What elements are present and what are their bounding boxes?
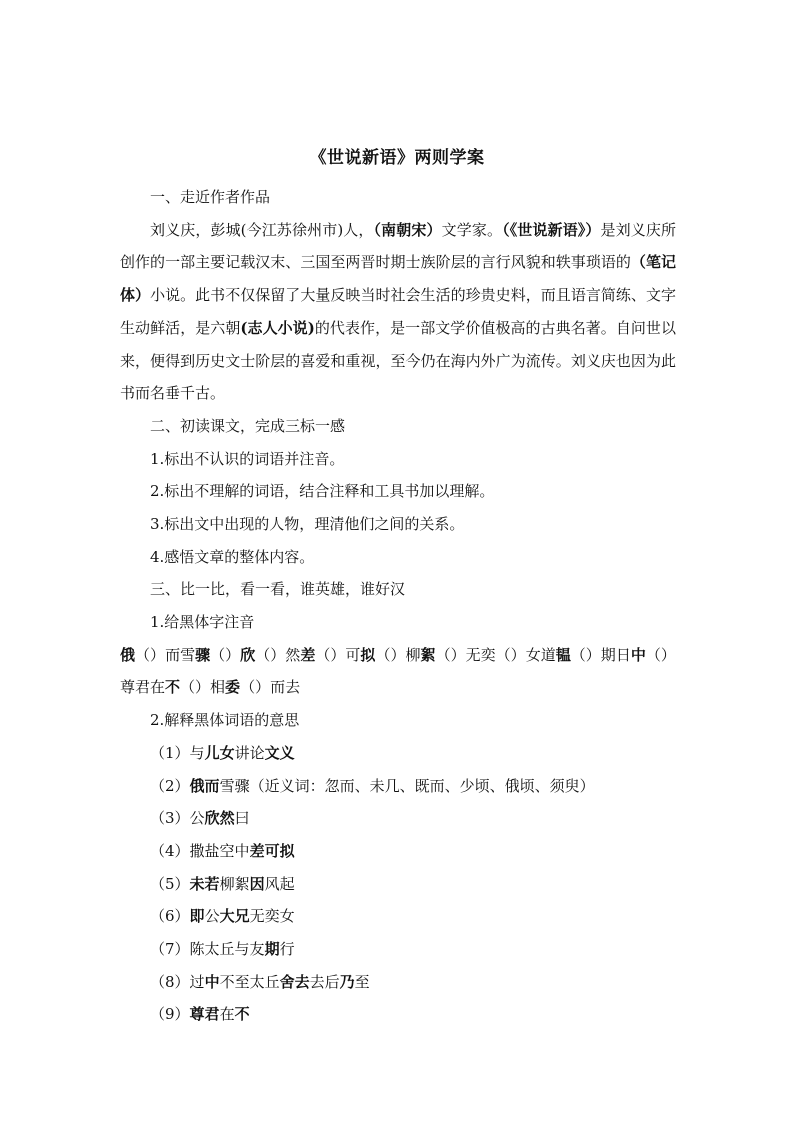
item-number: （6） bbox=[150, 907, 190, 926]
subheading-pinyin: 1.给黑体字注音 bbox=[150, 613, 255, 632]
bold-term: 乃 bbox=[339, 972, 355, 991]
bold-char: 拟 bbox=[360, 645, 376, 664]
bold-term: 舍去 bbox=[279, 972, 310, 991]
blank-text: （）可 bbox=[315, 645, 361, 664]
blank-text: （）无奕（）女道 bbox=[435, 645, 556, 664]
bold-term: 文义 bbox=[264, 743, 295, 762]
blank-text: （）然 bbox=[255, 645, 301, 664]
definition-item-4 bbox=[120, 835, 676, 868]
blank-text: （）尊君在 bbox=[120, 645, 676, 697]
blank-text: （）期日 bbox=[570, 645, 631, 664]
intro-text: 小说。此书不仅保留了大量反映当时社会生活的珍贵史料，而且语言简练、文字生动鲜活，是六朝 bbox=[120, 286, 676, 337]
plain-text: 讲论 bbox=[234, 743, 265, 762]
section-heading-1: 一、走近作者作品 bbox=[150, 188, 271, 206]
bold-term: 中 bbox=[204, 972, 220, 991]
item-number: （5） bbox=[150, 874, 190, 893]
intro-bold-genre: （笔记体） bbox=[120, 253, 676, 305]
plain-text: 在 bbox=[219, 1005, 235, 1024]
definition-item-5 bbox=[120, 868, 676, 901]
bold-char: 不 bbox=[165, 678, 181, 697]
blank-text: （）而去 bbox=[240, 678, 301, 697]
intro-text: 文学家。 bbox=[441, 220, 503, 239]
item-number: （9） bbox=[150, 1005, 190, 1024]
definition-item-6 bbox=[120, 900, 676, 933]
intro-bold-dynasty: （南朝宋） bbox=[373, 220, 442, 239]
item-number: （2） bbox=[150, 776, 190, 795]
document-body bbox=[120, 181, 676, 1031]
item-number: （8） bbox=[150, 972, 190, 991]
definition-item-8 bbox=[120, 966, 676, 999]
pinyin-exercise bbox=[120, 639, 676, 704]
definition-item-9 bbox=[120, 998, 676, 1031]
intro-text: 是刘义庆所创作的一部主要记载汉末、三国至两晋时期士族阶层的言行风貌和轶事琐语的 bbox=[120, 220, 676, 272]
plain-text: 与 bbox=[189, 743, 205, 762]
plain-text: 公 bbox=[204, 907, 220, 926]
definition-item-3 bbox=[120, 802, 676, 835]
item-number: （1） bbox=[150, 743, 190, 762]
plain-text: 公 bbox=[189, 809, 205, 828]
blank-text: （）相 bbox=[180, 678, 226, 697]
plain-text: 曰 bbox=[234, 809, 250, 828]
plain-text: 柳絮 bbox=[219, 874, 250, 893]
bold-char: 欣 bbox=[240, 645, 256, 664]
definition-item-1 bbox=[120, 737, 676, 770]
plain-text: 雪骤（近义词：忽而、未几、既而、少顷、俄顷、须臾） bbox=[219, 776, 595, 795]
item-number: （4） bbox=[150, 841, 190, 860]
task-item: 2.标出不理解的词语，结合注释和工具书加以理解。 bbox=[150, 482, 495, 501]
item-number: （3） bbox=[150, 809, 190, 828]
plain-text: 去后 bbox=[309, 972, 340, 991]
plain-text: 过 bbox=[189, 972, 205, 991]
bold-char: 骤 bbox=[195, 645, 211, 664]
plain-text: 不至太丘 bbox=[219, 972, 280, 991]
blank-text: （） bbox=[210, 645, 241, 664]
intro-text: 刘义庆，彭城(今江苏徐州市)人， bbox=[150, 220, 374, 239]
plain-text: 无奕女 bbox=[249, 907, 295, 926]
intro-text: 的代表作，是一部文学价值极高的古典名著。自问世以来，便得到历史文士阶层的喜爱和重视，至今仍在海内外广为流传。刘义庆也因为此书而名垂千古。 bbox=[120, 318, 676, 403]
bold-term: 俄而 bbox=[189, 776, 220, 795]
plain-text: 至 bbox=[354, 972, 370, 991]
bold-term: 未若 bbox=[189, 874, 220, 893]
bold-term: 因 bbox=[249, 874, 265, 893]
bold-term: 差可拟 bbox=[249, 841, 295, 860]
plain-text: 风起 bbox=[264, 874, 295, 893]
item-number: （7） bbox=[150, 939, 190, 958]
plain-text: 陈太丘与友 bbox=[189, 939, 265, 958]
plain-text: 行 bbox=[279, 939, 295, 958]
bold-term: 儿女 bbox=[204, 743, 235, 762]
bold-char: 中 bbox=[630, 645, 646, 664]
bold-char: 韫 bbox=[555, 645, 571, 664]
blank-text: （）柳 bbox=[375, 645, 421, 664]
bold-term: 欣然 bbox=[204, 809, 235, 828]
bold-char: 差 bbox=[300, 645, 316, 664]
bold-char: 俄 bbox=[120, 645, 136, 664]
task-item: 3.标出文中出现的人物，理清他们之间的关系。 bbox=[150, 514, 465, 533]
definition-item-2 bbox=[120, 770, 676, 803]
bold-term: 不 bbox=[234, 1005, 250, 1024]
bold-term: 大兄 bbox=[219, 907, 250, 926]
bold-term: 即 bbox=[189, 907, 205, 926]
definition-item-7 bbox=[120, 933, 676, 966]
bold-char: 絮 bbox=[420, 645, 436, 664]
task-item: 4.感悟文章的整体内容。 bbox=[150, 547, 315, 566]
author-intro-paragraph bbox=[120, 214, 676, 410]
section-heading-2: 二、初读课文，完成三标一感 bbox=[150, 416, 346, 435]
intro-bold-book: （《世说新语》） bbox=[502, 220, 601, 239]
task-item: 1.标出不认识的词语并注音。 bbox=[150, 449, 345, 468]
section-heading-3: 三、比一比，看一看，谁英雄，谁好汉 bbox=[150, 580, 406, 599]
document-title: 《世说新语》两则学案 bbox=[309, 148, 485, 168]
bold-term: 尊君 bbox=[189, 1005, 220, 1024]
plain-text: 撒盐空中 bbox=[189, 841, 250, 860]
blank-text: （）而雪 bbox=[135, 645, 196, 664]
subheading-definitions: 2.解释黑体词语的意思 bbox=[150, 711, 300, 730]
intro-bold-type: (志人小说) bbox=[240, 318, 315, 337]
bold-term: 期 bbox=[264, 939, 280, 958]
bold-char: 委 bbox=[225, 678, 241, 697]
